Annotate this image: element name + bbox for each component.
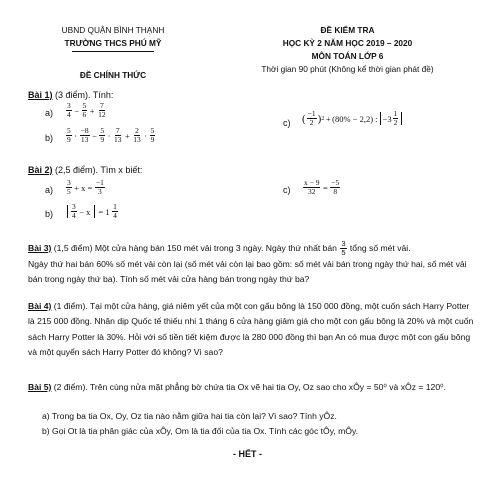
bai1-heading: Bài 1) (3 điểm). Tính:	[28, 90, 114, 100]
exam-title: ĐỀ KIỂM TRA	[320, 25, 375, 35]
bai2-a-label: a)	[45, 185, 54, 195]
bai2-b-expression: $\frac{3}{4}$ − x = 1 $\frac{1}{4}$	[65, 203, 119, 220]
bai2-c-label: c)	[283, 185, 291, 195]
bai1-c-expression: ( $\frac{-1}{2}$ ) 2 + (80% − 2,2) : −3 $\frac{1}{2}$	[302, 110, 404, 127]
exam-term: HỌC KỲ 2 NĂM HỌC 2019 – 2020	[282, 38, 413, 48]
bai4-paragraph: Bài 4) (1 điểm). Tại một cửa hàng, giá niêm yết của một con gấu bông là 150 000 đồng, một cuốn sách Harry Potter là 215 000 đồng. Nhân dịp Quốc tế thiếu nhi 1 tháng 6 cửa hàng giảm giá cho một con gấu bông là 20% và một cuốn sách Harry Potter là 30%. Hỏi với số tiền tiết kiệm được là 280 000 đồng thì bạn An có mua được một con gấu bông và một quyển sách Harry Potter đó không? Vì sao?	[28, 301, 474, 357]
bai5-paragraph: Bài 5) (2 điểm). Trên cùng nửa mặt phẳng bờ chứa tia Ox vẽ hai tia Oy, Oz sao cho xÔy = 50⁰ và xÔz = 120⁰.	[28, 382, 446, 392]
bai1-c-label: c)	[283, 118, 291, 128]
bai5-part-b: b) Gọi Ot là tia phân giác của xÔy, Om là tia đối của tia Ox. Tính các góc tÔy, mÔy.	[42, 426, 359, 436]
exam-duration: Thời gian 90 phút (Không kể thời gian phát đề)	[261, 64, 434, 74]
bai1-a-label: a)	[45, 108, 54, 118]
official-label: ĐỀ CHÍNH THỨC	[79, 70, 147, 80]
bai1-b-label: b)	[45, 133, 54, 143]
bai2-heading: Bài 2) (2,5 điểm). Tìm x biết:	[28, 165, 143, 175]
end-marker: - HẾT -	[233, 449, 262, 459]
bai3-paragraph: Bài 3) (1,5 điểm) Một cửa hàng bán 150 mét vải trong 3 ngày. Ngày thứ nhất bán $\frac{3}{5}$ tổng số mét vải. Ngày thứ hai bán 60% số mét vải còn lại (số mét vải còn lại bao gồm: số mét vải bán trong ngày thứ hai, số mét vải bán trong ngày thứ ba). Tính số mét vải cửa hàng bán trong ngày thứ ba?	[28, 239, 467, 285]
bai1-a-expression: $\frac{3}{4}$ − $\frac{5}{6}$ + $\frac{7}{12}$	[67, 101, 106, 119]
bai1-b-expression: $\frac{5}{9}$ · $\frac{-8}{13}$ − $\frac{5}{9}$ · $\frac{7}{13}$ + $\frac{2}{13}$ · $\frac{5}{9}$	[67, 126, 155, 144]
exam-subject: MÔN TOÁN LỚP 6	[311, 51, 384, 61]
school-name: TRƯỜNG THCS PHÚ MỸ	[64, 38, 162, 48]
bai2-c-expression: $\frac{x - 9}{32}$ = $\frac{-5}{8}$	[304, 178, 340, 196]
school-underline	[72, 51, 154, 52]
bai2-a-expression: $\frac{3}{5}$ + x = $\frac{-1}{3}$	[67, 178, 104, 196]
bai5-part-a: a) Trong ba tia Ox, Oy, Oz tia nào nằm giữa hai tia còn lại? Vì sao? Tính yÔz.	[42, 411, 337, 421]
district-name: UBND QUẬN BÌNH THẠNH	[61, 25, 165, 35]
bai2-b-label: b)	[45, 209, 54, 219]
